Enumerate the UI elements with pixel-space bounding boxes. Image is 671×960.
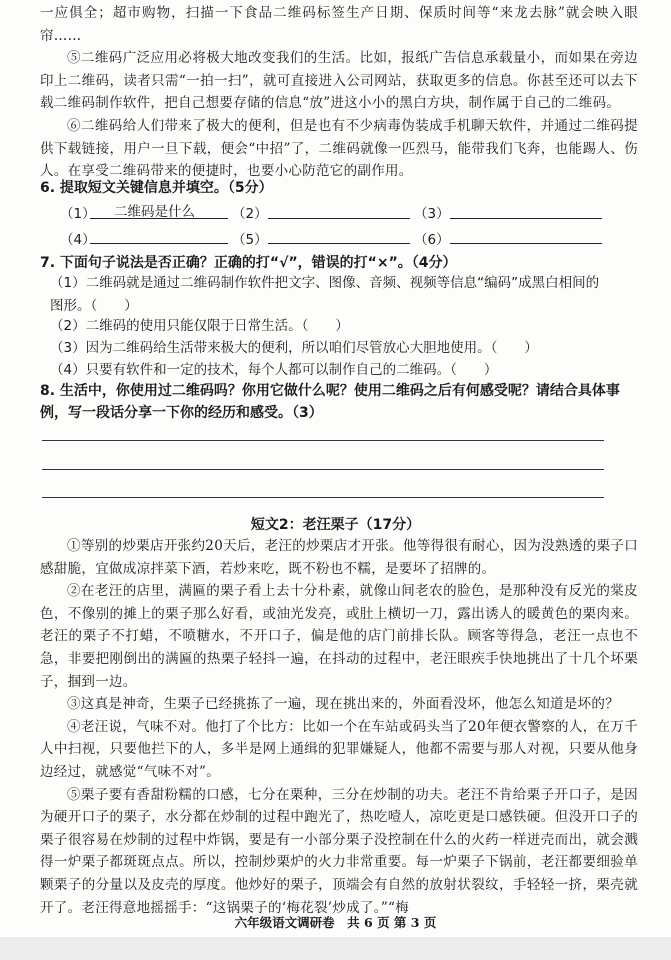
- question-7-title: 7. 下面句子说法是否正确？正确的打“√”，错误的打“×”。（4分）: [40, 255, 457, 271]
- paragraph-5: ⑤二维码广泛应用必将极大地改变我们的生活。比如，报纸广告信息承载量小，而如果在旁边印上二维码，读者只需“一拍一扫”，就可直接进入公司网站，获取更多的信息。你甚至还可以去下载二维码制作软件，把自己想要存储的信息“放”进这小小的黑白方块，制作属于自己的二维码。: [40, 50, 638, 112]
- q6-label-2: （2）: [232, 206, 268, 222]
- passage-2-body: [40, 535, 638, 919]
- q6-blank-1[interactable]: [90, 218, 228, 219]
- passage-1-continued: [40, 2, 638, 183]
- p2-paragraph-5: ⑤栗子要有香甜粉糯的口感，七分在栗种，三分在炒制的功夫。老汪不肯给栗子开口子，是因为硬开口子的栗子，水分都在炒制的过程中跑光了，热吃噎人，凉吃更是口感铁硬。但没开口子的栗子很容易在炒制的过程中炸锅，要是有一小部分栗子没控制在什么的火药一样迸壳而出，就会溅得一炉栗子都斑斑点点。所以，控制炒栗炉的火力非常重要。每一炉栗子下锅前，老汪都要细验单颗栗子的分量以及皮壳的厚度。他炒好的栗子，顶端会有自然的放射状裂纹，手轻轻一挤，栗壳就开了。老汪得意地摇摇手：“这锅栗子的‘梅花裂’炒成了。”“梅: [40, 786, 638, 916]
- q6-label-3: （3）: [414, 206, 450, 222]
- page-footer: 六年级语文调研卷 共 6 页 第 3 页: [234, 915, 437, 930]
- q6-blank-6[interactable]: [450, 243, 602, 244]
- q6-label-4: （4）: [60, 232, 96, 248]
- question-6-title: 6. 提取短文关键信息并填空。（5分）: [40, 180, 273, 196]
- q7-statement-3: （3）因为二维码给生活带来极大的便利，所以咱们尽管放心大胆地使用。（ ）: [50, 340, 538, 356]
- p2-paragraph-3: ③这真是神奇，生栗子已经挑拣了一遍，现在挑出来的，外面看没坏，他怎么知道是坏的？: [67, 696, 619, 713]
- q6-blank-5[interactable]: [268, 243, 410, 244]
- q7-statement-4: （4）只要有软件和一定的技术，每个人都可以制作自己的二维码。（ ）: [50, 362, 498, 378]
- q8-answer-line-2[interactable]: [42, 469, 604, 470]
- paragraph-6: ⑥二维码给人们带来了极大的便利，但是也有不少病毒伪装成手机聊天软件，并通过二维码提供下载链接，用户一旦下载，便会“中招”了，二维码就像一匹烈马，能带我们飞奔，也能踢人、伤人。在享受二维码带来的便捷时，也要小心防范它的副作用。: [40, 117, 638, 180]
- p2-paragraph-1: ①等别的炒栗店开张约20天后，老汪的炒栗店才开张。他等得很有耐心，因为没熟透的栗子口感甜脆，宜做成凉拌菜下酒，若炒来吃，既不粉也不糯，是要坏了招牌的。: [40, 538, 638, 577]
- q6-blank-2[interactable]: [268, 218, 410, 219]
- q6-blank-4[interactable]: [90, 243, 228, 244]
- q7-statement-2: （2）二维码的使用只能仅限于日常生活。（ ）: [50, 318, 349, 334]
- q7-statement-1: （1）二维码就是通过二维码制作软件把文字、图像、音频、视频等信息“编码”成黑白相间的图形。（ ）: [50, 275, 600, 314]
- passage-2-title: 短文2：老汪栗子（17分）: [250, 517, 421, 533]
- p2-paragraph-2: ②在老汪的店里，满匾的栗子看上去十分朴素，就像山间老农的脸色，是那种没有反光的棠皮色，不像别的摊上的栗子那么好看，或油光发亮，或肚上横切一刀，露出诱人的暖黄色的栗肉来。老汪的栗子不打蜡，不喷糖水，不开口子，偏是他的店门前排长队。顾客等得急，老汪一点也不急，非要把刚倒出的满匾的热栗子轻抖一遍，在抖动的过程中，老汪眼疾手快地挑出了十几个坏栗子，掴到一边。: [40, 583, 638, 690]
- p2-paragraph-4: ④老汪说，气味不对。他打了个比方：比如一个在车站或码头当了20年便衣警察的人，在万千人中扫视，只要他拦下的人，多半是网上通缉的犯罪嫌疑人，他都不需要与那人对视，只要从他身边经过，就感觉“气味不对”。: [40, 718, 638, 780]
- paragraph-intro: 一应俱全；超市购物，扫描一下食品二维码标签生产日期、保质时间等“来龙去脉”就会映入眼帘……: [40, 5, 638, 44]
- q8-answer-line-3[interactable]: [42, 497, 604, 498]
- q6-label-5: （5）: [232, 232, 268, 248]
- q6-label-1: （1）: [60, 206, 96, 222]
- q8-answer-line-1[interactable]: [42, 440, 604, 441]
- q6-blank-3[interactable]: [450, 218, 602, 219]
- q6-label-6: （6）: [414, 232, 450, 248]
- question-8-title: 8. 生活中，你使用过二维码吗？你用它做什么呢？使用二维码之后有何感受呢？请结合具体事例，写一段话分享一下你的经历和感受。（3）: [40, 383, 620, 421]
- q6-answer-1: 二维码是什么: [114, 204, 195, 220]
